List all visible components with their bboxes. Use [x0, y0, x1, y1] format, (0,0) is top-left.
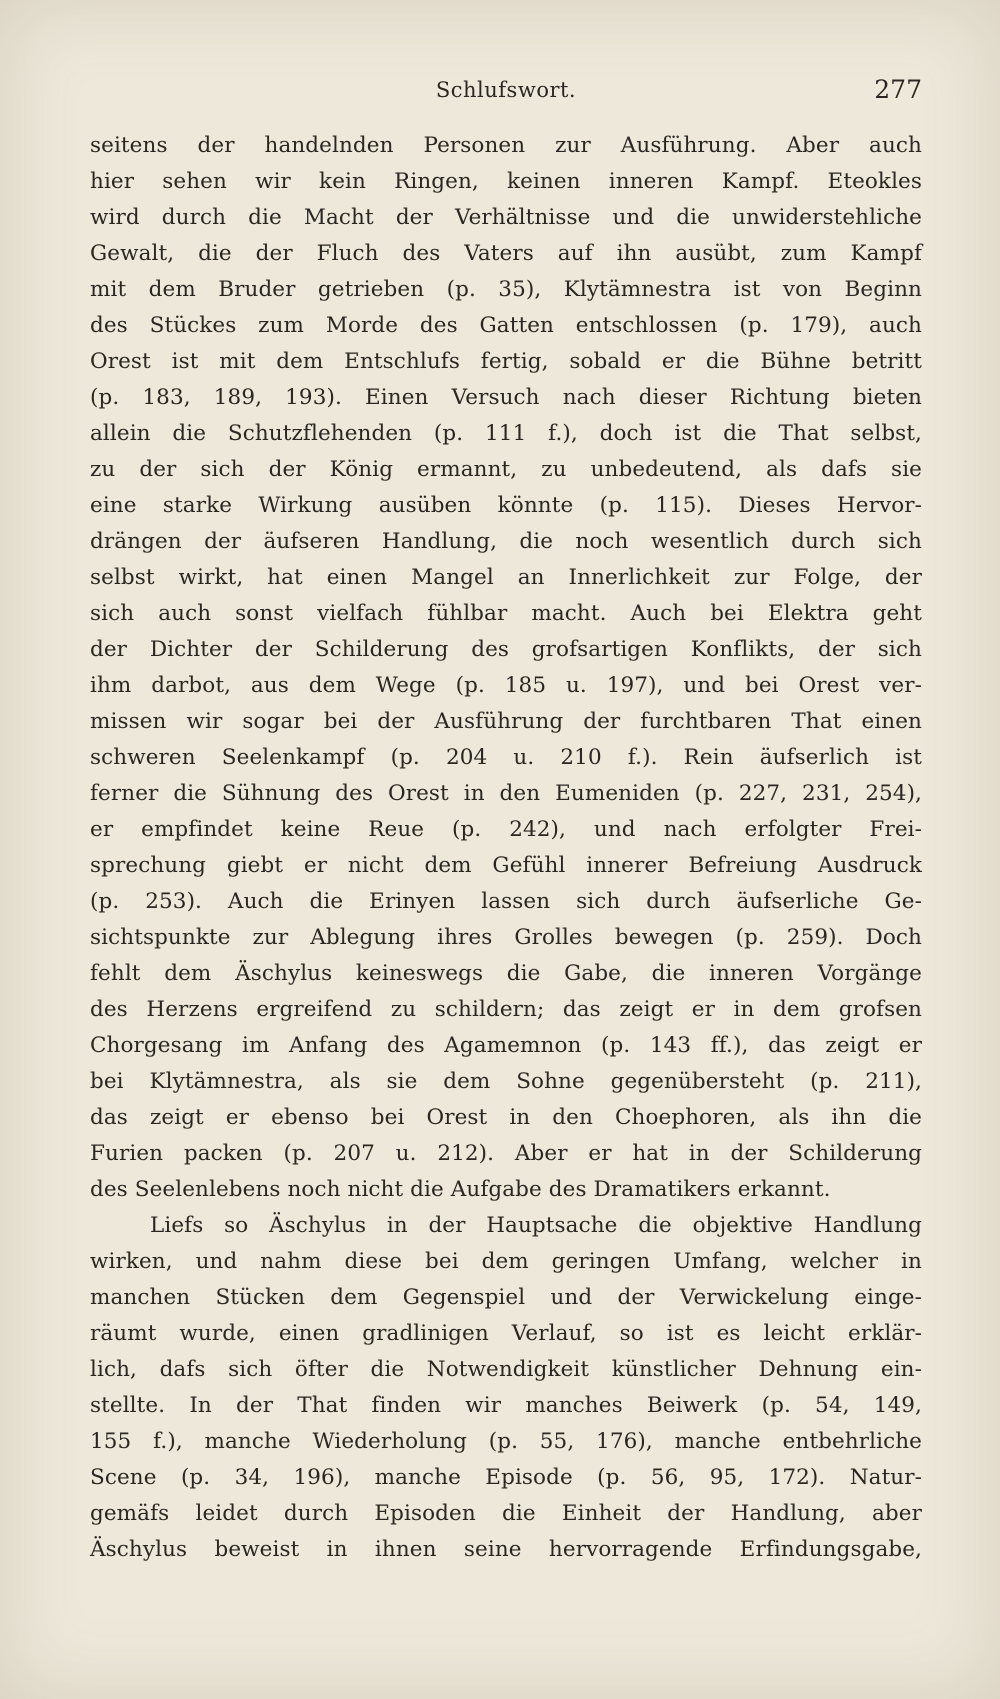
text-line: Furien packen (p. 207 u. 212). Aber er hat in der Schilderung	[90, 1141, 922, 1166]
text-line: Gewalt, die der Fluch des Vaters auf ihn ausübt, zum Kampf	[90, 241, 922, 266]
text-line: gemäfs leidet durch Episoden die Einheit der Handlung, aber	[90, 1501, 922, 1526]
text-line-paragraph-end: des Seelenlebens noch nicht die Aufgabe des Dramatikers erkannt.	[90, 1177, 831, 1202]
text-line: fehlt dem Äschylus keineswegs die Gabe, die inneren Vorgänge	[90, 961, 922, 986]
text-line: ferner die Sühnung des Orest in den Eumeniden (p. 227, 231, 254),	[90, 781, 922, 806]
text-line: Chorgesang im Anfang des Agamemnon (p. 143 ff.), das zeigt er	[90, 1033, 922, 1058]
text-line: drängen der äufseren Handlung, die noch wesentlich durch sich	[90, 529, 922, 554]
text-line: missen wir sogar bei der Ausführung der furchtbaren That einen	[90, 709, 922, 734]
body-text	[90, 128, 922, 1568]
text-line: 155 f.), manche Wiederholung (p. 55, 176), manche entbehrliche	[90, 1429, 922, 1454]
text-line: räumt wurde, einen gradlinigen Verlauf, so ist es leicht erklär-	[90, 1321, 922, 1346]
text-line: stellte. In der That finden wir manches Beiwerk (p. 54, 149,	[90, 1393, 922, 1418]
text-line-paragraph-start: Liefs so Äschylus in der Hauptsache die objektive Handlung	[150, 1213, 922, 1238]
text-line: mit dem Bruder getrieben (p. 35), Klytämnestra ist von Beginn	[90, 277, 922, 302]
text-line: seitens der handelnden Personen zur Ausführung. Aber auch	[90, 133, 922, 158]
text-line: des Stückes zum Morde des Gatten entschlossen (p. 179), auch	[90, 313, 922, 338]
text-line: wird durch die Macht der Verhältnisse und die unwiderstehliche	[90, 205, 922, 230]
text-line: ihm darbot, aus dem Wege (p. 185 u. 197), und bei Orest ver-	[90, 673, 922, 698]
text-line: wirken, und nahm diese bei dem geringen Umfang, welcher in	[90, 1249, 922, 1274]
page-number: 277	[874, 75, 922, 104]
text-line: der Dichter der Schilderung des grofsartigen Konflikts, der sich	[90, 637, 922, 662]
text-line: manchen Stücken dem Gegenspiel und der Verwickelung einge-	[90, 1285, 922, 1310]
text-line: sichtspunkte zur Ablegung ihres Grolles bewegen (p. 259). Doch	[90, 925, 922, 950]
text-line: bei Klytämnestra, als sie dem Sohne gegenübersteht (p. 211),	[90, 1069, 922, 1094]
running-head: Schlufswort.	[435, 78, 577, 102]
text-line: des Herzens ergreifend zu schildern; das zeigt er in dem grofsen	[90, 997, 922, 1022]
text-line: sich auch sonst vielfach fühlbar macht. Auch bei Elektra geht	[90, 601, 922, 626]
text-line: sprechung giebt er nicht dem Gefühl innerer Befreiung Ausdruck	[90, 853, 922, 878]
text-line: Äschylus beweist in ihnen seine hervorragende Erfindungsgabe,	[90, 1537, 922, 1562]
text-line: Orest ist mit dem Entschlufs fertig, sobald er die Bühne betritt	[90, 349, 922, 374]
text-line: selbst wirkt, hat einen Mangel an Innerlichkeit zur Folge, der	[90, 565, 922, 590]
text-line: hier sehen wir kein Ringen, keinen inneren Kampf. Eteokles	[90, 169, 922, 194]
text-line: zu der sich der König ermannt, zu unbedeutend, als dafs sie	[90, 457, 922, 482]
text-line: schweren Seelenkampf (p. 204 u. 210 f.). Rein äufserlich ist	[90, 745, 922, 770]
page-header	[90, 72, 922, 108]
text-line: (p. 253). Auch die Erinyen lassen sich durch äufserliche Ge-	[90, 889, 922, 914]
text-line: allein die Schutzflehenden (p. 111 f.), doch ist die That selbst,	[90, 421, 922, 446]
text-line: (p. 183, 189, 193). Einen Versuch nach dieser Richtung bieten	[90, 385, 922, 410]
text-line: eine starke Wirkung ausüben könnte (p. 115). Dieses Hervor-	[90, 493, 922, 518]
text-line: er empfindet keine Reue (p. 242), und nach erfolgter Frei-	[90, 817, 922, 842]
text-line: das zeigt er ebenso bei Orest in den Choephoren, als ihn die	[90, 1105, 922, 1130]
text-line: Scene (p. 34, 196), manche Episode (p. 56, 95, 172). Natur-	[90, 1465, 922, 1490]
text-line: lich, dafs sich öfter die Notwendigkeit künstlicher Dehnung ein-	[90, 1357, 922, 1382]
